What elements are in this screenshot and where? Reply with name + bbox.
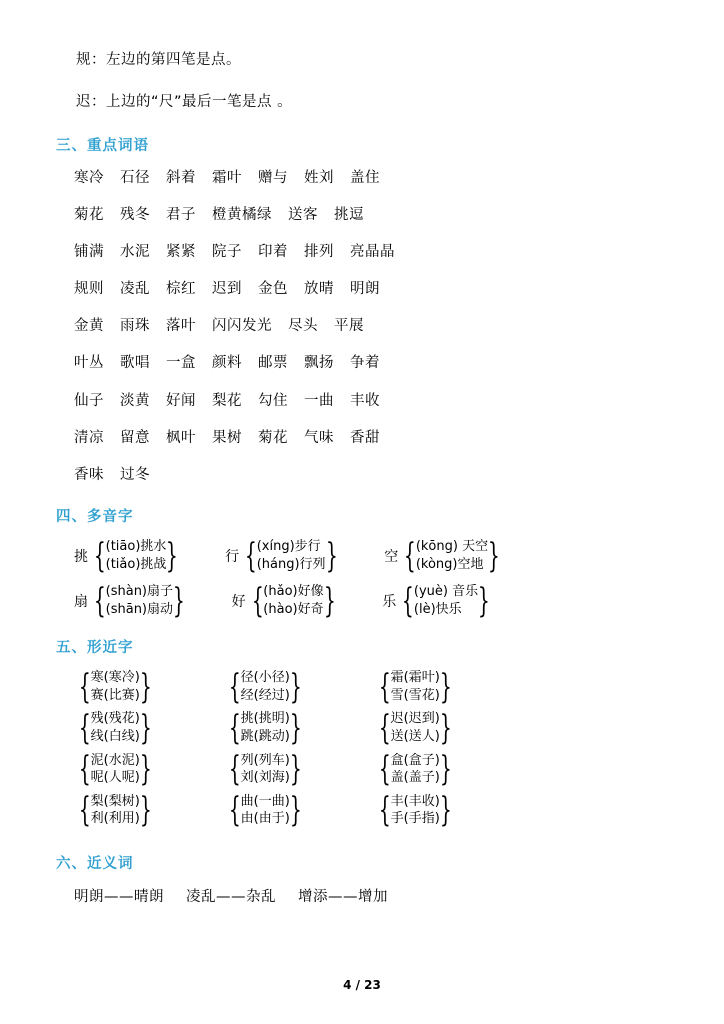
polyphone-readings xyxy=(106,583,173,618)
vocabulary-word: 歌唱 xyxy=(120,355,150,372)
vocabulary-word: 一盒 xyxy=(166,355,196,372)
brace-left-icon: { xyxy=(78,790,91,831)
synonym-pair: 增添——增加 xyxy=(298,888,388,905)
vocabulary-word: 雨珠 xyxy=(120,318,150,335)
page-footer xyxy=(0,978,724,992)
similar-char-row xyxy=(74,666,668,707)
vocabulary-word: 气味 xyxy=(304,429,334,446)
polyphone-group xyxy=(384,535,505,576)
polyphone-char: 好 xyxy=(231,593,246,610)
brace-right-icon: } xyxy=(487,535,500,576)
vocabulary-word: 仙子 xyxy=(74,392,104,409)
word-row xyxy=(56,352,668,375)
intro-line: 迟：上边的“尺”最后一笔是点 。 xyxy=(76,93,293,110)
polyphone-reading: (tiāo)挑水 xyxy=(105,539,167,555)
similar-char-item: 残(残花) xyxy=(90,711,140,727)
brace-left-icon: { xyxy=(228,666,241,707)
vocabulary-word: 橙黄橘绿 xyxy=(212,206,272,223)
synonym-pair: 凌乱——杂乱 xyxy=(186,888,276,905)
brace-left-icon: { xyxy=(228,790,241,831)
polyphone-row xyxy=(74,580,668,621)
polyphone-group xyxy=(225,535,342,576)
brace-right-icon: } xyxy=(139,708,152,749)
brace-left-icon: { xyxy=(378,790,391,831)
similar-char-group xyxy=(374,749,524,790)
brace-right-icon: } xyxy=(289,749,302,790)
similar-char-item: 雪(雪花) xyxy=(390,687,440,703)
vocabulary-word: 菊花 xyxy=(258,429,288,446)
intro-line: 规：左边的第四笔是点。 xyxy=(76,52,241,68)
brace-right-icon: } xyxy=(477,580,490,621)
vocabulary-word: 院子 xyxy=(212,243,242,260)
similar-char-item: 盖(盖子) xyxy=(390,770,440,786)
polyphone-readings xyxy=(257,538,326,573)
vocabulary-word: 尽头 xyxy=(288,318,318,335)
similar-char-item: 刘(刘海) xyxy=(240,770,290,786)
brace-left-icon: { xyxy=(93,580,106,621)
vocabulary-word: 好闻 xyxy=(166,392,196,409)
vocabulary-word: 棕红 xyxy=(166,281,196,298)
similar-char-items xyxy=(91,669,140,704)
brace-left-icon: { xyxy=(402,580,415,621)
brace-right-icon: } xyxy=(139,666,152,707)
brace-right-icon: } xyxy=(139,790,152,831)
vocabulary-word: 斜着 xyxy=(166,169,196,186)
similar-char-group xyxy=(224,790,374,831)
polyphone-reading: (kōng) 天空 xyxy=(415,539,489,555)
vocabulary-word: 颜料 xyxy=(212,355,242,372)
vocabulary-word: 飘扬 xyxy=(304,355,334,372)
similar-char-item: 丰(丰收) xyxy=(390,793,440,809)
polyphone-char: 乐 xyxy=(382,593,397,610)
vocabulary-word: 石径 xyxy=(120,169,150,186)
similar-char-group xyxy=(74,749,224,790)
brace-left-icon: { xyxy=(244,535,257,576)
brace-left-icon: { xyxy=(404,535,416,576)
vocabulary-word: 菊花 xyxy=(74,206,104,223)
similar-char-items xyxy=(391,669,440,704)
similar-chars-list xyxy=(56,666,668,833)
vocabulary-word: 落叶 xyxy=(166,318,196,335)
page-number: 4 / 23 xyxy=(343,978,381,992)
brace-right-icon: } xyxy=(439,708,452,749)
polyphone-reading: (lè)快乐 xyxy=(413,601,462,617)
similar-char-group xyxy=(74,666,224,707)
brace-left-icon: { xyxy=(378,666,391,707)
word-row xyxy=(56,427,668,450)
similar-char-row xyxy=(74,790,668,831)
word-row xyxy=(56,204,668,227)
similar-char-item: 手(手指) xyxy=(390,811,440,827)
vocabulary-word: 紧紧 xyxy=(166,243,196,260)
similar-char-item: 梨(梨树) xyxy=(90,793,140,809)
vocabulary-word: 亮晶晶 xyxy=(350,243,395,260)
similar-char-item: 寒(寒冷) xyxy=(90,670,140,686)
vocabulary-word: 君子 xyxy=(166,206,196,223)
vocabulary-word: 铺满 xyxy=(74,243,104,260)
polyphone-reading: (háng)行列 xyxy=(256,556,326,572)
vocabulary-word: 丰收 xyxy=(350,392,380,409)
polyphone-char: 空 xyxy=(384,548,399,565)
vocabulary-word: 枫叶 xyxy=(166,429,196,446)
vocabulary-word: 金黄 xyxy=(74,318,104,335)
vocabulary-word: 明朗 xyxy=(350,281,380,298)
similar-char-items xyxy=(241,669,290,704)
vocabulary-word: 霜叶 xyxy=(212,169,242,186)
vocabulary-word: 勾住 xyxy=(258,392,288,409)
polyphone-reading: (kòng)空地 xyxy=(415,556,484,572)
polyphone-readings xyxy=(106,538,167,573)
vocabulary-word: 迟到 xyxy=(212,281,242,298)
word-row xyxy=(56,167,668,190)
brace-right-icon: } xyxy=(139,749,152,790)
synonym-row xyxy=(56,885,668,906)
word-row xyxy=(56,278,668,301)
vocabulary-word: 邮票 xyxy=(258,355,288,372)
brace-right-icon: } xyxy=(325,535,338,576)
similar-char-items xyxy=(91,710,140,745)
vocabulary-word: 果树 xyxy=(212,429,242,446)
similar-char-items xyxy=(91,793,140,828)
polyphone-reading: (tiǎo)挑战 xyxy=(105,556,167,572)
similar-char-item: 盒(盒子) xyxy=(390,752,440,768)
vocabulary-word: 凌乱 xyxy=(120,281,150,298)
brace-left-icon: { xyxy=(378,708,391,749)
similar-char-item: 曲(一曲) xyxy=(240,793,290,809)
polyphone-reading: (shàn)扇子 xyxy=(105,584,174,600)
brace-left-icon: { xyxy=(78,749,91,790)
vocabulary-word: 金色 xyxy=(258,281,288,298)
similar-char-item: 赛(比赛) xyxy=(90,687,140,703)
similar-char-items xyxy=(391,752,440,787)
vocabulary-word: 送客 xyxy=(288,206,318,223)
similar-char-group xyxy=(74,708,224,749)
brace-left-icon: { xyxy=(378,749,391,790)
similar-char-group xyxy=(224,708,374,749)
section-heading-key-words: 三、重点词语 xyxy=(56,137,149,154)
similar-char-item: 呢(人呢) xyxy=(90,770,140,786)
similar-char-item: 霜(霜叶) xyxy=(390,670,440,686)
similar-char-items xyxy=(91,752,140,787)
vocabulary-word: 叶丛 xyxy=(74,355,104,372)
vocabulary-word: 闪闪发光 xyxy=(212,318,272,335)
polyphone-readings xyxy=(263,583,323,618)
similar-char-item: 挑(挑明) xyxy=(240,711,290,727)
brace-left-icon: { xyxy=(78,708,91,749)
vocabulary-word: 淡黄 xyxy=(120,392,150,409)
similar-char-row xyxy=(74,708,668,749)
similar-char-item: 利(利用) xyxy=(90,811,140,827)
brace-right-icon: } xyxy=(172,580,185,621)
vocabulary-word: 姓刘 xyxy=(304,169,334,186)
vocabulary-word: 一曲 xyxy=(304,392,334,409)
vocabulary-word: 赠与 xyxy=(258,169,288,186)
polyphone-reading: (hǎo)好像 xyxy=(263,584,324,600)
similar-char-items xyxy=(391,793,440,828)
polyphone-char: 扇 xyxy=(74,593,88,610)
similar-char-item: 送(送人) xyxy=(390,729,440,745)
similar-char-items xyxy=(241,752,290,787)
brace-right-icon: } xyxy=(289,708,302,749)
vocabulary-word: 争着 xyxy=(350,355,380,372)
brace-left-icon: { xyxy=(228,708,241,749)
polyphone-group xyxy=(231,580,341,621)
word-row xyxy=(56,241,668,264)
similar-char-item: 径(小径) xyxy=(240,670,290,686)
polyphone-row xyxy=(74,535,668,576)
section-heading-similar-chars: 五、形近字 xyxy=(56,640,134,657)
polyphone-reading: (hào)好奇 xyxy=(263,601,324,617)
brace-right-icon: } xyxy=(289,666,302,707)
vocabulary-word: 香甜 xyxy=(350,429,380,446)
vocabulary-word: 香味 xyxy=(74,467,104,483)
intro-block xyxy=(56,50,668,114)
vocabulary-word: 印着 xyxy=(258,243,288,260)
synonym-pair: 明朗——晴朗 xyxy=(74,888,164,905)
brace-right-icon: } xyxy=(289,790,302,831)
word-row xyxy=(56,315,668,338)
key-words-list xyxy=(56,167,668,488)
polyphone-reading: (yuè) 音乐 xyxy=(413,584,479,600)
similar-char-group xyxy=(74,790,224,831)
similar-char-item: 线(白线) xyxy=(90,729,140,745)
vocabulary-word: 清凉 xyxy=(74,429,104,446)
brace-right-icon: } xyxy=(439,666,452,707)
polyphone-group xyxy=(74,580,190,621)
word-row xyxy=(56,390,668,413)
vocabulary-word: 排列 xyxy=(304,243,334,260)
polyphone-char: 行 xyxy=(225,548,240,565)
polyphone-list xyxy=(56,535,668,621)
vocabulary-word: 盖住 xyxy=(350,169,380,186)
similar-char-items xyxy=(241,793,290,828)
similar-char-item: 泥(水泥) xyxy=(90,752,140,768)
polyphone-readings xyxy=(414,583,478,618)
polyphone-reading: (xíng)步行 xyxy=(256,539,321,555)
polyphone-group xyxy=(74,535,183,576)
polyphone-char: 挑 xyxy=(74,548,88,565)
brace-right-icon: } xyxy=(323,580,336,621)
brace-right-icon: } xyxy=(166,535,179,576)
similar-char-item: 迟(迟到) xyxy=(390,711,440,727)
vocabulary-word: 寒冷 xyxy=(74,169,104,186)
brace-right-icon: } xyxy=(439,790,452,831)
similar-char-item: 由(由于) xyxy=(240,811,290,827)
word-row xyxy=(56,464,668,487)
vocabulary-word: 水泥 xyxy=(120,243,150,260)
similar-char-group xyxy=(374,790,524,831)
similar-char-group xyxy=(224,749,374,790)
brace-left-icon: { xyxy=(228,749,241,790)
vocabulary-word: 挑逗 xyxy=(334,206,364,223)
similar-char-items xyxy=(241,710,290,745)
vocabulary-word: 残冬 xyxy=(120,206,150,223)
brace-left-icon: { xyxy=(93,535,106,576)
similar-char-item: 跳(跳动) xyxy=(240,729,290,745)
similar-char-item: 经(经过) xyxy=(240,687,290,703)
polyphone-readings xyxy=(416,538,488,573)
similar-char-items xyxy=(391,710,440,745)
similar-char-item: 列(列车) xyxy=(240,752,290,768)
polyphone-reading: (shān)扇动 xyxy=(105,601,174,617)
similar-char-group xyxy=(374,666,524,707)
vocabulary-word: 放晴 xyxy=(304,281,334,298)
similar-char-group xyxy=(224,666,374,707)
vocabulary-word: 过冬 xyxy=(120,467,150,483)
polyphone-group xyxy=(382,580,495,621)
brace-right-icon: } xyxy=(439,749,452,790)
vocabulary-word: 梨花 xyxy=(212,392,242,409)
brace-left-icon: { xyxy=(78,666,91,707)
similar-char-row xyxy=(74,749,668,790)
vocabulary-word: 平展 xyxy=(334,318,364,335)
vocabulary-word: 规则 xyxy=(74,281,104,298)
brace-left-icon: { xyxy=(251,580,264,621)
section-heading-synonyms: 六、近义词 xyxy=(56,855,134,872)
similar-char-group xyxy=(374,708,524,749)
section-heading-polyphones: 四、多音字 xyxy=(56,509,134,526)
vocabulary-word: 留意 xyxy=(120,429,150,446)
